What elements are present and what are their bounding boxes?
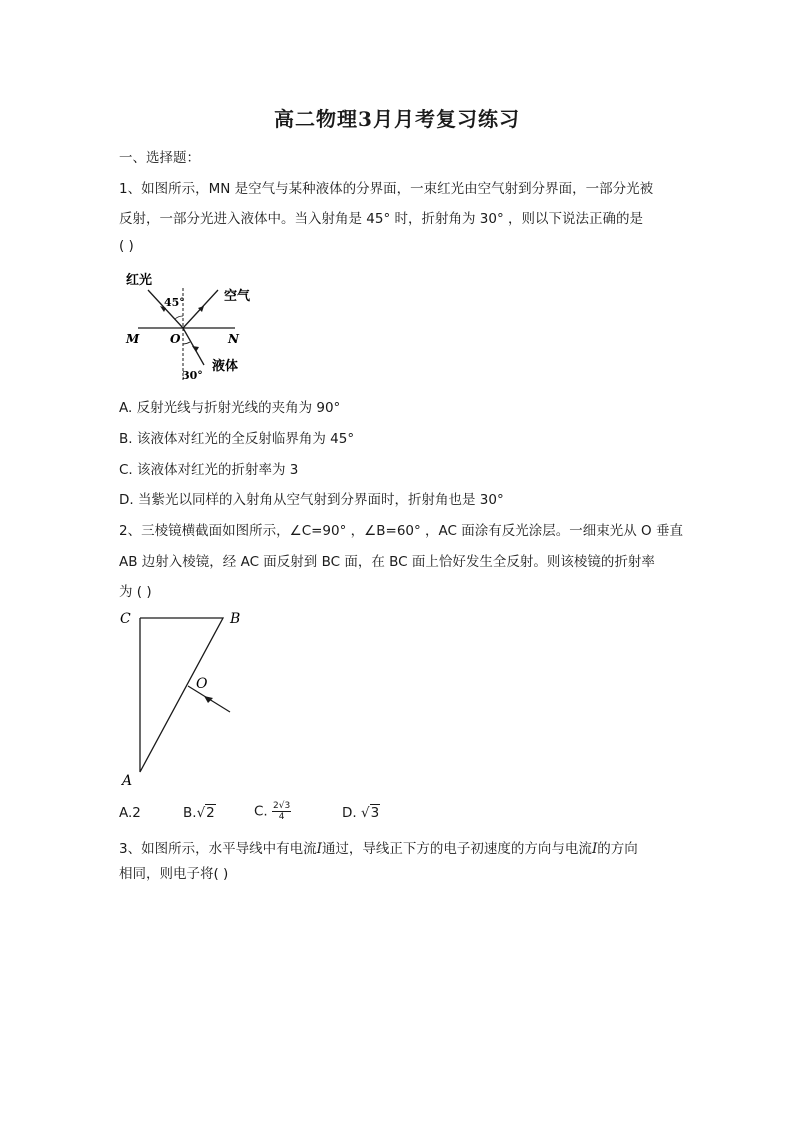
label-red-light: 红光 <box>126 273 153 288</box>
q1-text-line-1: 1、如图所示，MN 是空气与某种液体的分界面，一束红光由空气射到分界面，一部分光被 <box>119 181 654 197</box>
page-title: 高二物理3月月考复习练习 <box>274 107 520 131</box>
label-M: M <box>126 332 140 346</box>
q1-text-line-2: 反射，一部分光进入液体中。当入射角是 45° 时，折射角为 30° ，则以下说法正确的是 <box>119 211 644 227</box>
label-C: C <box>120 611 131 627</box>
q1-option-a: A. 反射光线与折射光线的夹角为 90° <box>119 400 341 416</box>
q2-text-line-2: AB 边射入棱镜，经 AC 面反射到 BC 面，在 BC 面上恰好发生全反射。则该棱镜的折射率 <box>119 554 655 570</box>
q1-option-b: B. 该液体对红光的全反射临界角为 45° <box>119 431 355 447</box>
q2-answer-blank: 为 ( ) <box>119 584 152 600</box>
q2-text-line-1: 2、三棱镜横截面如图所示，∠C=90° ，∠B=60° ，AC 面涂有反光涂层。一细束光从 O 垂直 <box>119 523 683 539</box>
label-angle-45: 45° <box>164 296 185 309</box>
label-N: N <box>228 332 239 346</box>
label-O: O <box>170 332 181 346</box>
q1-refraction-diagram <box>120 268 260 383</box>
q1-option-d: D. 当紫光以同样的入射角从空气射到分界面时，折射角也是 30° <box>119 492 504 508</box>
section-heading: 一、选择题： <box>119 150 200 166</box>
q2-option-c: C. $\frac{2√3}{4}$ <box>254 801 291 822</box>
label-angle-30: 30° <box>182 369 203 382</box>
label-air: 空气 <box>224 289 251 304</box>
label-A: A <box>122 773 133 789</box>
q1-answer-blank: ( ) <box>119 238 134 254</box>
q2-prism-diagram <box>118 606 258 792</box>
q2-option-b: B.√2 <box>183 805 215 821</box>
label-O: O <box>196 676 208 692</box>
q3-text-line-2: 相同，则电子将( ) <box>119 866 229 882</box>
label-liquid: 液体 <box>212 359 239 374</box>
q2-option-a: A.2 <box>119 805 141 821</box>
label-B: B <box>230 611 241 627</box>
q3-text-line-1: 3、如图所示，水平导线中有电流I通过，导线正下方的电子初速度的方向与电流I的方向 <box>119 841 638 857</box>
q2-option-d: D. √3 <box>342 805 380 821</box>
q1-option-c: C. 该液体对红光的折射率为 3 <box>119 462 299 478</box>
